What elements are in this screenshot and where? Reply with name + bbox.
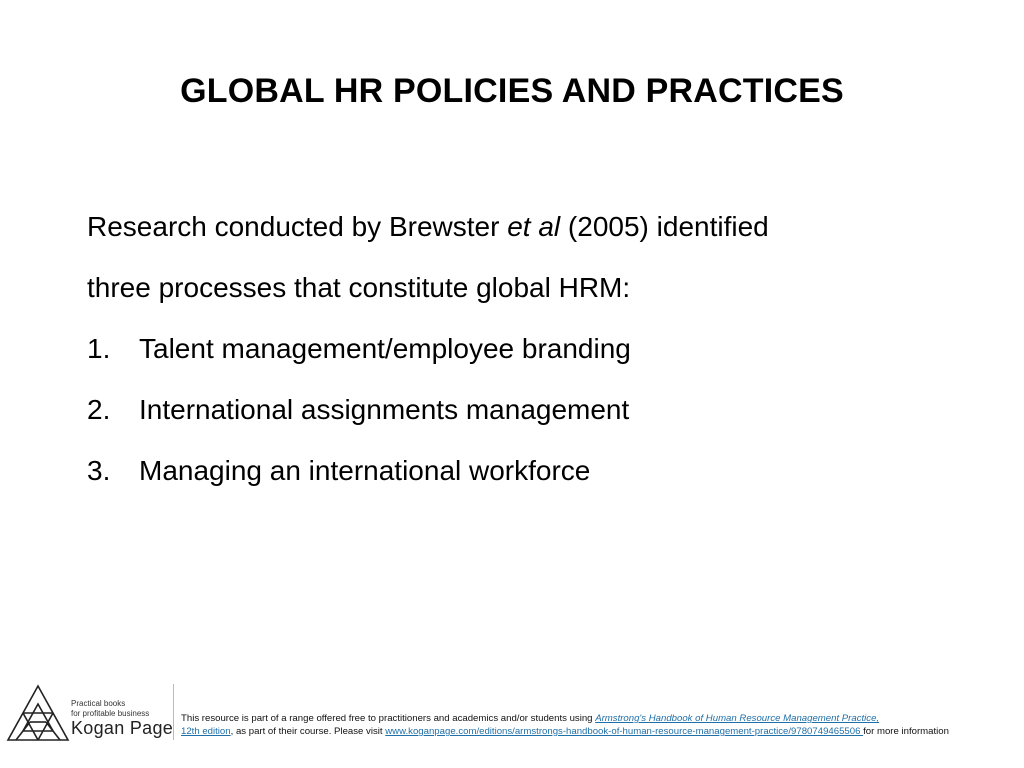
logo-tagline xyxy=(71,699,149,719)
list-item xyxy=(87,318,967,379)
list-item-number: 2. xyxy=(87,394,111,425)
footer xyxy=(0,680,1024,768)
list-item-text: Talent management/employee branding xyxy=(139,333,631,364)
book-link[interactable]: Armstrong's Handbook of Human Resource Management Practice, xyxy=(595,713,880,724)
process-list xyxy=(87,318,967,501)
intro-line-1 xyxy=(87,196,967,257)
resource-text-2: , as part of their course. Please visit xyxy=(230,726,386,737)
edition-link[interactable]: 12th edition xyxy=(181,726,231,737)
resource-text-3: for more information xyxy=(863,726,949,737)
list-item-text: Managing an international workforce xyxy=(139,455,591,486)
url-link[interactable]: www.koganpage.com/editions/armstrongs-handbook-of-human-resource-management-practice/9780749465506 xyxy=(385,726,864,737)
list-item-number: 3. xyxy=(87,455,111,486)
slide-body xyxy=(87,196,967,501)
list-item xyxy=(87,440,967,501)
intro-line-2: three processes that constitute global HRM: xyxy=(87,272,631,303)
kogan-page-logo-icon xyxy=(6,684,70,742)
slide-title: GLOBAL HR POLICIES AND PRACTICES xyxy=(180,72,844,110)
logo-tagline-line-2: for profitable business xyxy=(71,709,150,718)
resource-notice xyxy=(181,712,1016,738)
list-item-text: International assignments management xyxy=(139,394,630,425)
intro-text-before: Research conducted by Brewster xyxy=(87,211,508,242)
list-item xyxy=(87,379,967,440)
intro-text-italic: et al xyxy=(507,211,561,242)
logo-tagline-line-1: Practical books xyxy=(71,699,126,708)
logo-brand: Kogan Page xyxy=(71,718,174,738)
resource-text-1: This resource is part of a range offered free to practitioners and academics and/or students using xyxy=(181,713,596,724)
intro-text-after: (2005) identified xyxy=(560,211,769,242)
footer-divider xyxy=(173,684,174,740)
list-item-number: 1. xyxy=(87,333,111,364)
